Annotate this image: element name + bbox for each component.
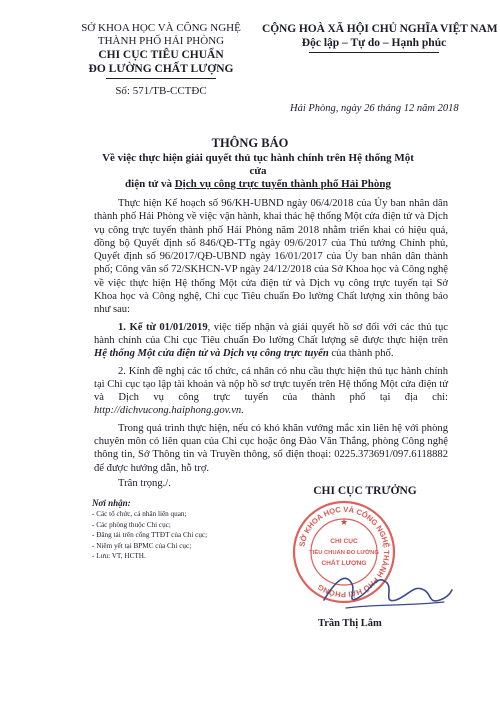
nation-name: CỘNG HOÀ XÃ HỘI CHỦ NGHĨA VIỆT NAM <box>262 23 498 35</box>
paragraph-2-text: , việc tiếp nhận và giải quyết hồ sơ đối với các thủ tục hành chính của Chi cục Tiêu chuẩn Đo lường Chất lượng sẽ được thực hiện trên <box>94 321 448 346</box>
agency-underline <box>106 78 216 79</box>
agency-line-2: THÀNH PHỐ HẢI PHÒNG <box>97 35 225 47</box>
seal-center-line-2: TIÊU CHUẨN ĐO LƯỜNG <box>309 550 379 556</box>
subject-line-2b: Dịch vụ công trực tuyến thành phố Hải Phòng <box>174 178 391 190</box>
document-subject <box>100 152 416 191</box>
paragraph-2 <box>94 321 448 361</box>
paragraph-1: Thực hiện Kế hoạch số 96/KH-UBND ngày 06/4/2018 của Ủy ban nhân dân thành phố Hải Phòng về việc vận hành, khai thác hệ thống Một cửa điện tử và Dịch vụ công trực tuyến thành phố Hải Phòng năm 2018 nhằm triển khai có hiệu quả, đồng bộ Quyết định số 846/QĐ-TTg ngày 09/6/2017 của Thủ tướng Chính phủ, Quyết định số 96/2017/QĐ-UBND ngày 16/01/2017 của Ủy ban nhân dân thành phố; Công văn số 72/SKHCN-VP ngày 24/12/2018 của Sở Khoa học và Công nghệ về việc thực hiện Hệ thống Một cửa điện tử và Dịch vụ công trực tuyến tại Sở Khoa học và Công nghệ, Chi cục Tiêu chuẩn Đo lường Chất lượng xin thông báo như sau: <box>94 198 448 316</box>
seal-ring-text: SỞ KHOA HỌC VÀ CÔNG NGHỆ THÀNH PHỐ HẢI PHÒNG <box>297 504 392 600</box>
paragraph-4: Trong quá trình thực hiện, nếu có khó khăn vướng mắc xin liên hệ với phòng chuyên môn có liên quan của Chi cục hoặc ông Đào Văn Thắng, phòng Công nghệ thông tin, Sở Thông tin và Truyền thông, số điện thoại: 0225.373691/097.6118882 để được hướng dẫn, hỗ trợ. <box>94 422 448 474</box>
paragraph-2-system: Hệ thống Một cửa điện tử và Dịch vụ công trực tuyến <box>94 348 329 360</box>
motto-underline <box>309 52 439 53</box>
recipients-block <box>92 497 252 562</box>
signer-name: Trần Thị Lâm <box>318 618 382 629</box>
document-title: THÔNG BÁO <box>211 136 289 150</box>
closing-phrase: Trân trọng./. <box>118 478 171 489</box>
handwritten-signature <box>316 560 456 620</box>
recipient-item: - Niêm yết tại BPMC của Chi cục; <box>92 541 192 550</box>
agency-line-4: ĐO LƯỜNG CHẤT LƯỢNG <box>88 63 234 75</box>
subject-line-1: Về việc thực hiện giải quyết thủ tục hành chính trên Hệ thống Một cửa <box>102 152 414 177</box>
paragraph-3-text: 2. Kính đề nghị các tổ chức, cá nhân có nhu cầu thực hiện thủ tục hành chính tại Chi cục tạo lập tài khoản và nộp hồ sơ trực tuyến trên Hệ thống Một cửa điện tử và Dịch vụ công trực tuyến của thành phố tại địa chi: <box>94 365 448 404</box>
recipients-label: Nơi nhận: <box>92 498 131 508</box>
recipient-item: - Đăng tải trên cổng TTĐT của Chi cục; <box>92 531 208 540</box>
seal-star-icon: ★ <box>339 517 349 527</box>
recipient-item: - Lưu: VT, HCTH. <box>92 552 146 561</box>
nation-header <box>262 22 498 53</box>
portal-url: http://dichvucong.haiphong.gov.vn. <box>94 405 244 417</box>
seal-center-line-3: CHẤT LƯỢNG <box>321 560 367 567</box>
document-number: Số: 571/TB-CCTĐC <box>115 85 207 97</box>
document-body <box>94 197 448 479</box>
agency-line-1: SỞ KHOA HỌC VÀ CÔNG NGHỆ <box>81 22 241 34</box>
agency-line-3: CHI CỤC TIÊU CHUẨN <box>98 49 224 61</box>
signatory-title: CHI CỤC TRƯỞNG <box>313 485 417 497</box>
paragraph-2-lead: 1. Kể từ 01/01/2019 <box>118 321 208 333</box>
subject-line-2a: điện tử và <box>125 178 175 190</box>
national-motto: Độc lập – Tự do – Hạnh phúc <box>301 37 447 49</box>
agency-header <box>66 22 256 98</box>
recipient-item: - Các phòng thuộc Chi cục; <box>92 520 171 529</box>
paragraph-3 <box>94 365 448 418</box>
paragraph-2-end: của thành phố. <box>328 348 394 360</box>
issue-date: Hải Phòng, ngày 26 tháng 12 năm 2018 <box>290 103 459 114</box>
seal-center-line-1: CHI CỤC <box>330 538 358 545</box>
recipient-item: - Các tổ chức, cá nhân liên quan; <box>92 510 187 518</box>
